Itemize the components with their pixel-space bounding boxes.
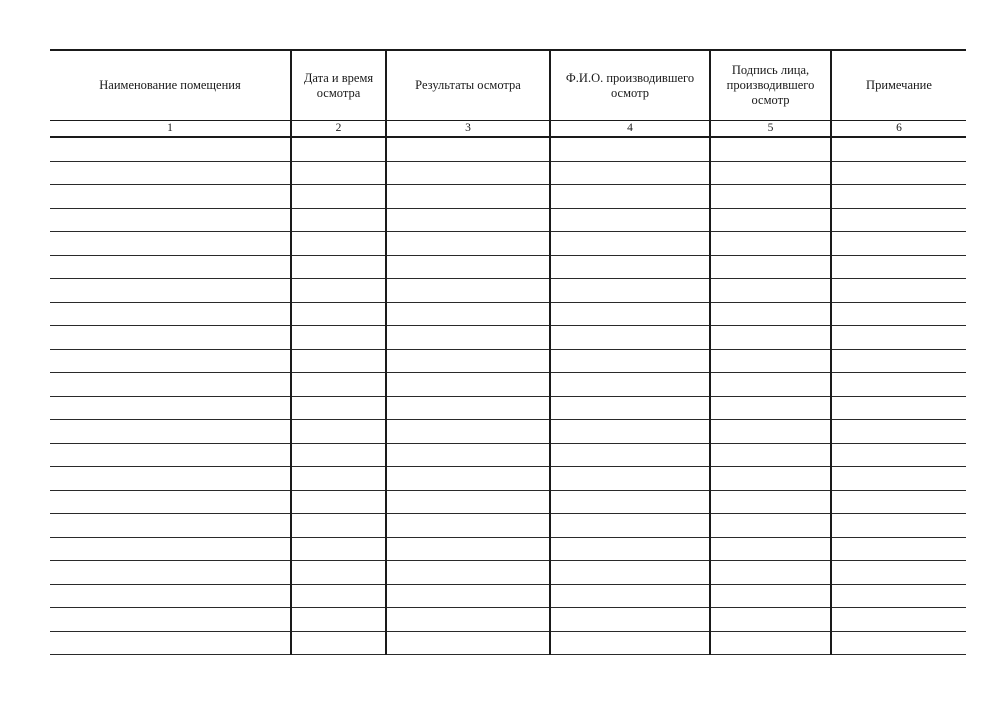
table-cell [291,326,386,350]
table-cell [386,232,550,256]
table-cell [50,255,291,279]
table-cell [710,443,831,467]
header-inspector-name [550,50,710,121]
table-cell [50,279,291,303]
table-cell [50,302,291,326]
table-cell [831,467,966,491]
table-cell [550,608,710,632]
table-cell [710,373,831,397]
column-number: 4 [550,121,710,138]
table-cell [50,561,291,585]
table-row [50,467,966,491]
table-cell [291,255,386,279]
table-cell [291,443,386,467]
table-cell [386,302,550,326]
table-cell [831,420,966,444]
table-cell [831,514,966,538]
table-cell [831,561,966,585]
table-cell [710,584,831,608]
table-cell [386,443,550,467]
table-cell [831,396,966,420]
table-row [50,396,966,420]
table-cell [50,443,291,467]
table-cell [50,514,291,538]
table-cell [386,349,550,373]
table-cell [50,420,291,444]
table-cell [831,490,966,514]
table-cell [710,255,831,279]
table-cell [550,349,710,373]
header-note: Примечание [831,50,966,121]
header-date-time [291,50,386,121]
table-cell [550,631,710,655]
table-cell [831,302,966,326]
table-cell [710,185,831,209]
table-cell [710,467,831,491]
header-inspection-results: Результаты осмотра [386,50,550,121]
table-row [50,137,966,161]
header-date-time-text: Дата и время осмотра [303,70,374,100]
table-cell [50,208,291,232]
table-cell [710,608,831,632]
table-cell [831,232,966,256]
table-cell [710,396,831,420]
table-cell [550,467,710,491]
table-cell [291,302,386,326]
table-cell [386,420,550,444]
table-row [50,161,966,185]
table-cell [550,443,710,467]
table-cell [291,349,386,373]
table-cell [291,420,386,444]
header-inspector-name-text: Ф.И.О. производившего осмотр [565,70,695,100]
table-row [50,443,966,467]
table-cell [550,373,710,397]
table-cell [386,631,550,655]
table-cell [550,255,710,279]
inspection-log-table [50,49,966,655]
table-cell [50,161,291,185]
table-cell [386,208,550,232]
table-cell [386,537,550,561]
table-cell [710,161,831,185]
table-cell [831,443,966,467]
table-cell [710,561,831,585]
table-cell [710,232,831,256]
table-cell [386,514,550,538]
table-cell [831,137,966,161]
table-cell [831,349,966,373]
table-cell [291,137,386,161]
table-row [50,349,966,373]
table-cell [710,490,831,514]
table-cell [50,349,291,373]
table-cell [710,208,831,232]
table-cell [710,349,831,373]
table-cell [710,137,831,161]
table-cell [550,279,710,303]
table-cell [710,514,831,538]
table-cell [386,584,550,608]
table-cell [291,608,386,632]
table-cell [710,302,831,326]
table-cell [50,467,291,491]
table-cell [386,255,550,279]
table-cell [386,608,550,632]
table-cell [831,631,966,655]
table-cell [291,584,386,608]
table-row [50,232,966,256]
table-cell [710,326,831,350]
table-cell [50,373,291,397]
table-cell [831,279,966,303]
table-row [50,490,966,514]
table-cell [50,608,291,632]
table-cell [386,185,550,209]
column-number-row [50,121,966,138]
table-cell [291,279,386,303]
table-cell [50,185,291,209]
table-row [50,373,966,397]
table-cell [550,302,710,326]
column-number: 1 [50,121,291,138]
header-inspector-signature-text: Подпись лица, производившего осмотр [726,63,815,107]
table-row [50,302,966,326]
table-cell [291,373,386,397]
column-number: 2 [291,121,386,138]
table-row [50,420,966,444]
table-cell [550,420,710,444]
table-row [50,608,966,632]
table-row [50,208,966,232]
table-cell [831,185,966,209]
table-cell [386,161,550,185]
column-number: 6 [831,121,966,138]
table-cell [831,608,966,632]
table-cell [831,537,966,561]
column-number: 5 [710,121,831,138]
table-cell [386,279,550,303]
table-cell [550,326,710,350]
table-cell [550,584,710,608]
header-room-name: Наименование помещения [50,50,291,121]
table-cell [550,514,710,538]
table-cell [831,255,966,279]
table-cell [291,490,386,514]
table-cell [550,537,710,561]
table-cell [291,467,386,491]
table-cell [386,326,550,350]
table-cell [386,561,550,585]
table-cell [550,490,710,514]
table-cell [50,490,291,514]
table-row [50,537,966,561]
table-cell [291,396,386,420]
table-row [50,584,966,608]
table-row [50,561,966,585]
table-cell [50,326,291,350]
table-cell [550,137,710,161]
table-cell [291,631,386,655]
table-cell [291,161,386,185]
table-cell [710,631,831,655]
table-row [50,279,966,303]
table-row [50,631,966,655]
table-cell [291,514,386,538]
table-cell [550,561,710,585]
column-number: 3 [386,121,550,138]
table-cell [291,232,386,256]
table-cell [831,208,966,232]
table-row [50,326,966,350]
table-cell [291,537,386,561]
table-cell [50,137,291,161]
table-cell [291,185,386,209]
table-cell [50,584,291,608]
table-cell [710,537,831,561]
table-cell [50,631,291,655]
table-cell [291,208,386,232]
table-cell [550,396,710,420]
table-cell [291,561,386,585]
table-cell [386,137,550,161]
table-cell [386,373,550,397]
table-cell [550,208,710,232]
table-cell [50,396,291,420]
table-cell [831,161,966,185]
table-cell [550,185,710,209]
table-row [50,185,966,209]
table-cell [550,161,710,185]
table-cell [710,279,831,303]
table-cell [386,396,550,420]
table-cell [550,232,710,256]
table-cell [831,326,966,350]
table-cell [831,584,966,608]
table-cell [386,467,550,491]
table-cell [710,420,831,444]
table-row [50,255,966,279]
table-row [50,514,966,538]
header-row [50,50,966,121]
table-cell [50,232,291,256]
table-cell [831,373,966,397]
header-inspector-signature [710,50,831,121]
table-cell [386,490,550,514]
table-cell [50,537,291,561]
